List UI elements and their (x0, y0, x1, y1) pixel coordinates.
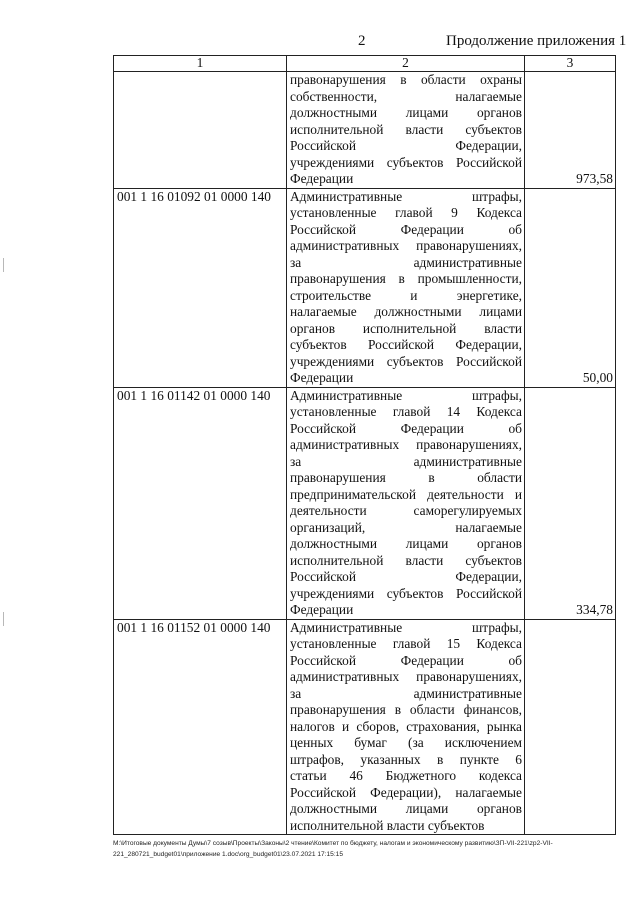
column-header-1: 1 (114, 56, 287, 72)
description-line: установленные главой 14 Кодекса (290, 404, 522, 419)
description-line: правонарушения в области охраны (290, 72, 522, 87)
description-line: штрафов, указанных в пункте 6 (290, 751, 522, 767)
description-line: административных правонарушениях, (290, 437, 522, 452)
description-line: собственности, налагаемые (290, 88, 522, 104)
description-line: должностными лицами органов (290, 536, 522, 551)
budget-code-cell: 001 1 16 01152 01 0000 140 (114, 619, 287, 835)
description-line: исполнительной власти субъектов (290, 552, 522, 568)
description-line: Федерации (290, 171, 354, 186)
amount-cell (525, 619, 616, 835)
description-line: организаций, налагаемые (290, 519, 522, 535)
amount-cell: 334,78 (525, 387, 616, 619)
budget-code-cell: 001 1 16 01092 01 0000 140 (114, 188, 287, 387)
description-line: Российской Федерации об (290, 221, 522, 237)
footer-line-1: M:\Итоговые документы Думы\7 созыв\Проекты\Законы\2 чтение\Комитет по бюджету, налогам и экономическому развитию\ЗП-VII-221\zp2-VII- (113, 840, 553, 847)
margin-mark-bottom (3, 612, 4, 626)
column-header-2: 2 (287, 56, 525, 72)
file-path-footer (113, 838, 618, 860)
description-line: Административные штрафы, (290, 387, 522, 403)
budget-code-cell: 001 1 16 01142 01 0000 140 (114, 387, 287, 619)
description-cell (287, 387, 525, 619)
description-line: Федерации (290, 370, 354, 385)
page-number: 2 (358, 33, 366, 49)
table-row (114, 387, 616, 619)
revenue-table (113, 55, 616, 835)
footer-line-2: 221_280721_budget01\приложение 1.doc\org_budget01\23.07.2021 17:15:15 (113, 851, 344, 858)
description-line: Российской Федерации, (290, 569, 522, 584)
description-line: установленные главой 15 Кодекса (290, 636, 522, 651)
description-line: Федерации (290, 602, 354, 617)
description-line: Административные штрафы, (290, 619, 522, 635)
description-line: учреждениями субъектов Российской (290, 585, 522, 601)
description-cell (287, 72, 525, 189)
description-line: налагаемые должностными лицами (290, 304, 522, 319)
description-line: правонарушения в промышленности, (290, 271, 522, 286)
description-line: правонарушения в области финансов, (290, 702, 522, 717)
amount-cell: 973,58 (525, 72, 616, 189)
description-line: за административные (290, 453, 522, 469)
description-line: налогов и сборов, страхования, рынка (290, 718, 522, 734)
description-line: должностными лицами органов (290, 801, 522, 816)
description-line: деятельности саморегулируемых (290, 503, 522, 518)
description-line: органов исполнительной власти (290, 320, 522, 336)
table-header-row (114, 56, 616, 72)
description-line: установленные главой 9 Кодекса (290, 205, 522, 220)
description-line: Административные штрафы, (290, 188, 522, 204)
column-header-3: 3 (525, 56, 616, 72)
description-line: статьи 46 Бюджетного кодекса (290, 768, 522, 783)
description-line: учреждениями субъектов Российской (290, 154, 522, 170)
description-line: Российской Федерации об (290, 652, 522, 668)
description-line: административных правонарушениях, (290, 669, 522, 684)
description-line: исполнительной власти субъектов (290, 121, 522, 137)
table-row (114, 188, 616, 387)
description-line: Российской Федерации об (290, 420, 522, 436)
table-row (114, 619, 616, 835)
table-row (114, 72, 616, 189)
description-line: административных правонарушениях, (290, 238, 522, 253)
continuation-label: Продолжение приложения 1 (446, 33, 627, 49)
description-line: правонарушения в области (290, 470, 522, 485)
description-cell (287, 619, 525, 835)
budget-code-cell (114, 72, 287, 189)
margin-mark-top (3, 258, 4, 272)
description-line: субъектов Российской Федерации, (290, 337, 522, 352)
description-line: учреждениями субъектов Российской (290, 353, 522, 369)
description-line: Российской Федерации), налагаемые (290, 784, 522, 800)
description-line: предпринимательской деятельности и (290, 486, 522, 502)
description-line: за административные (290, 254, 522, 270)
description-line: строительстве и энергетике, (290, 287, 522, 303)
description-line: ценных бумаг (за исключением (290, 735, 522, 750)
description-line: за административные (290, 685, 522, 701)
description-line: Российской Федерации, (290, 138, 522, 153)
description-line: должностными лицами органов (290, 105, 522, 120)
description-line: исполнительной власти субъектов (290, 817, 485, 833)
description-cell (287, 188, 525, 387)
amount-cell: 50,00 (525, 188, 616, 387)
